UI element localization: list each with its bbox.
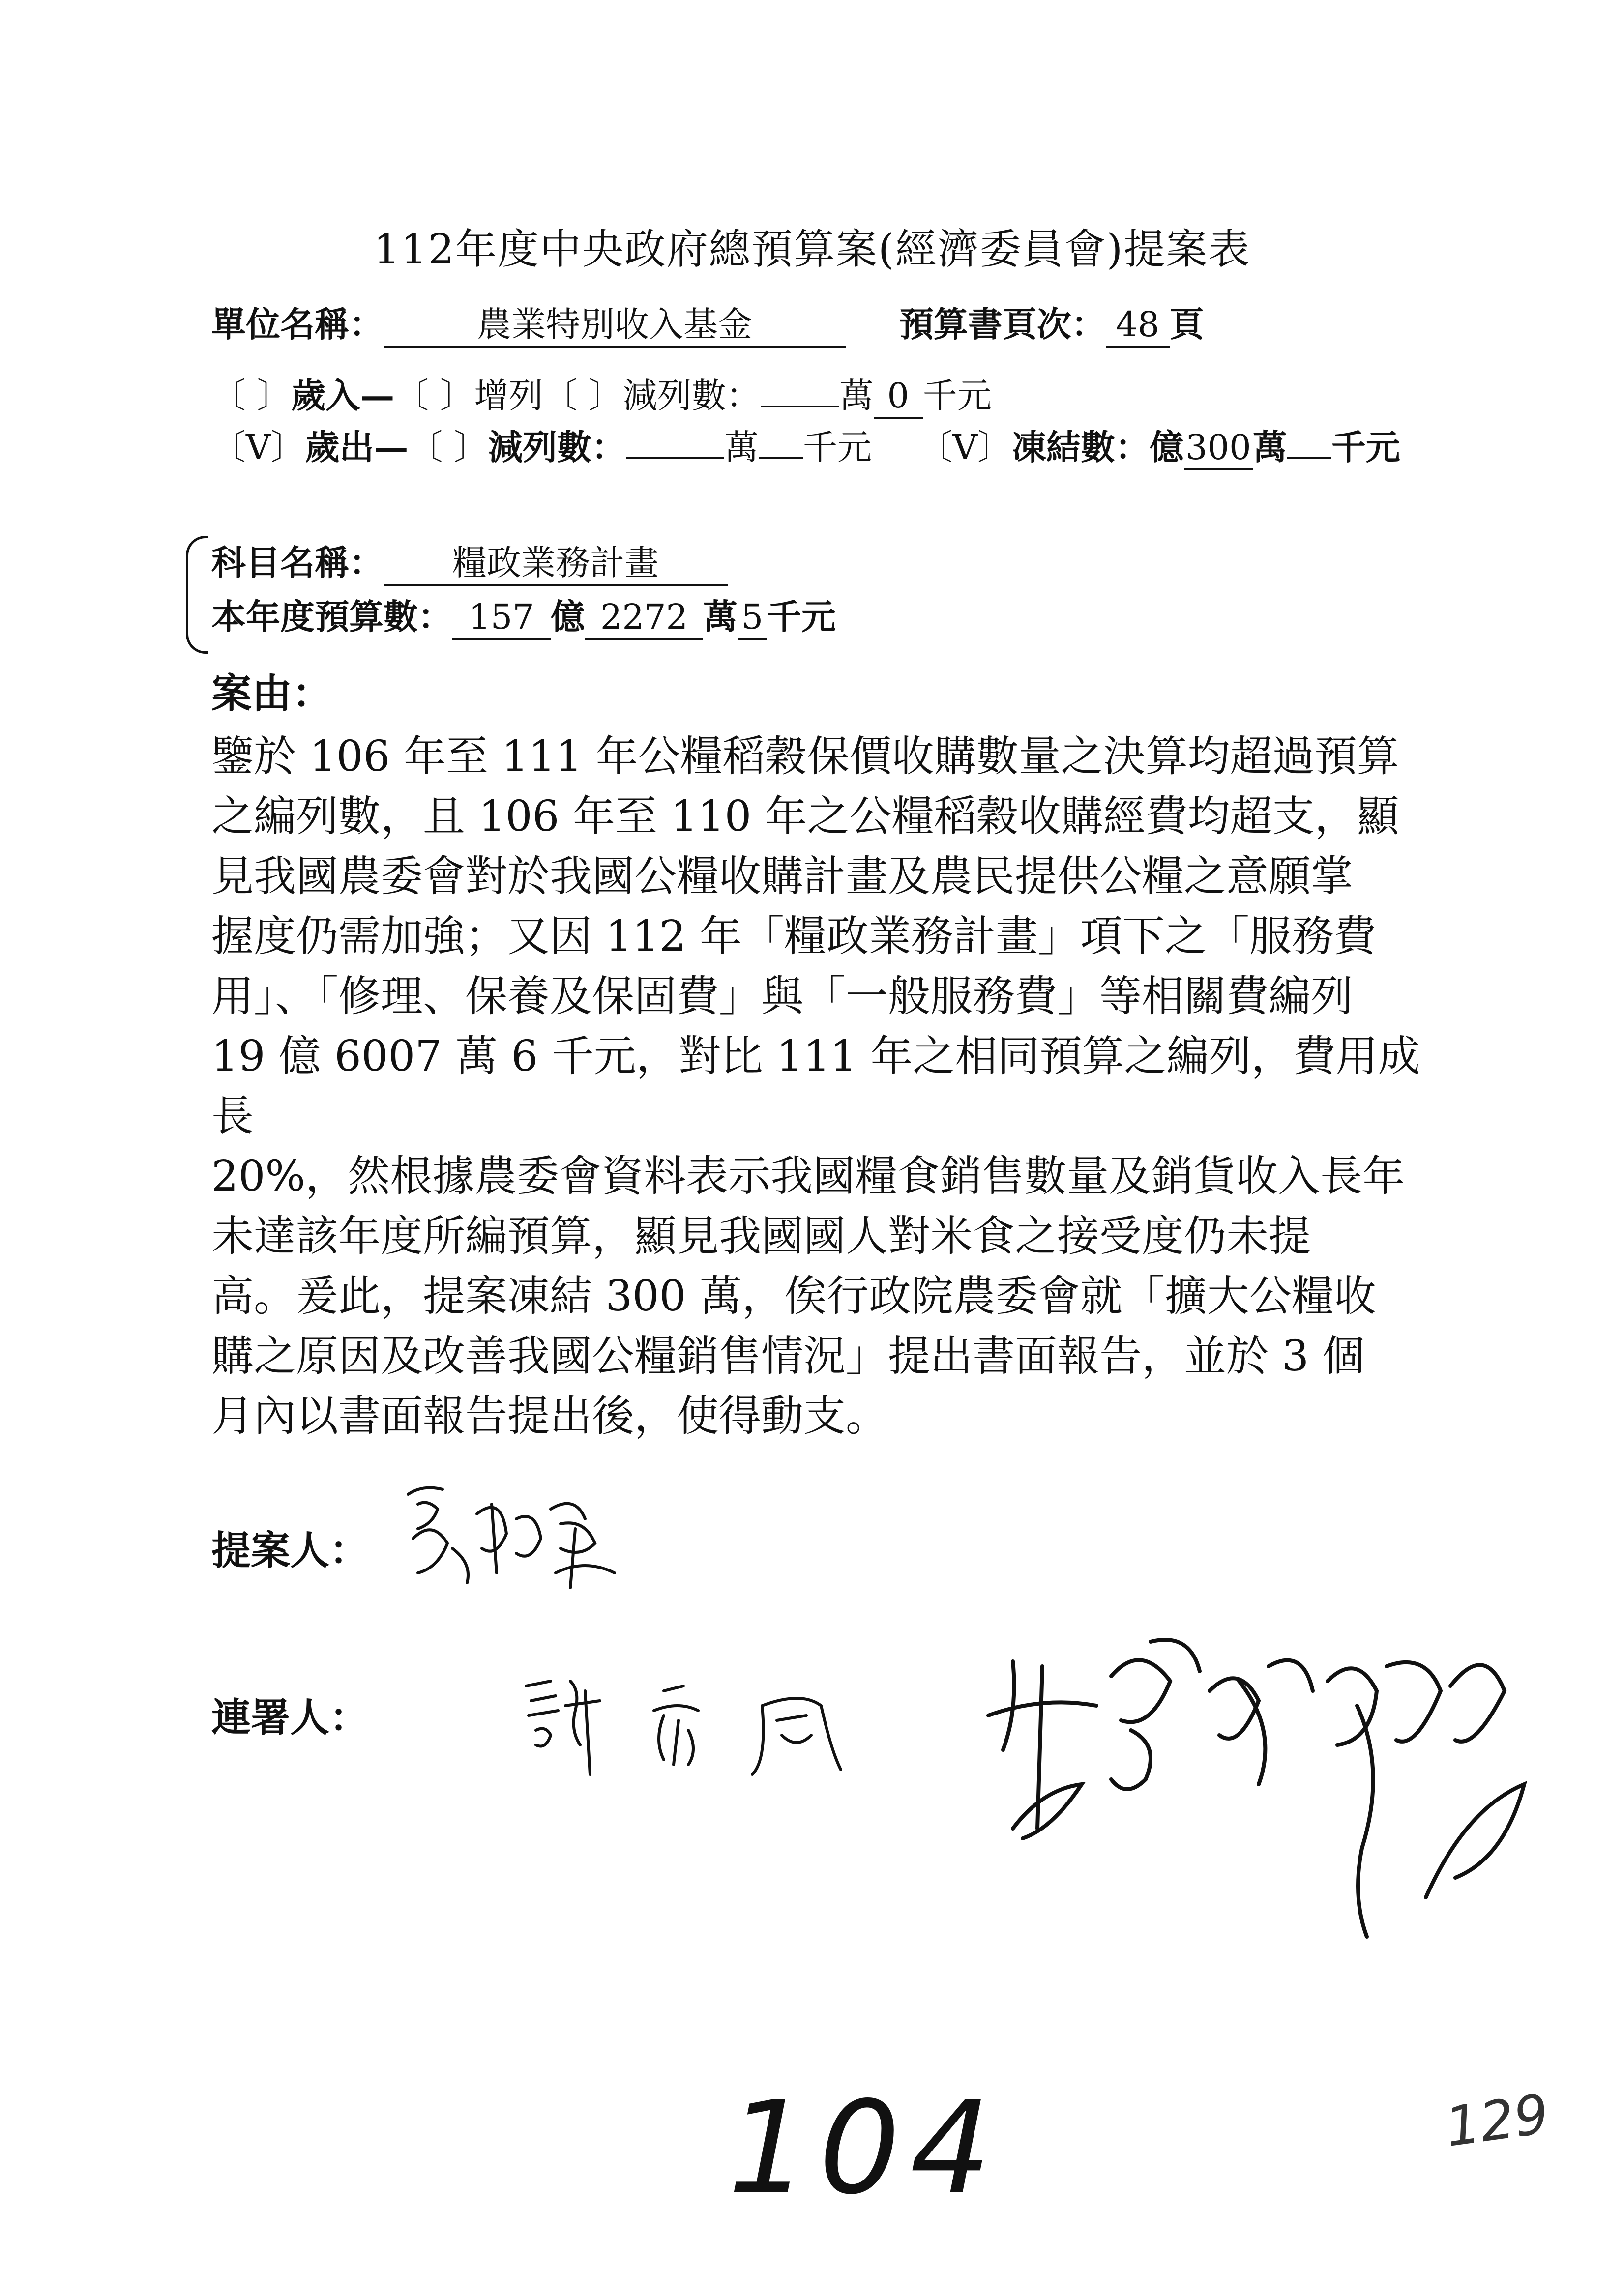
page-ref-value: 48 [1106, 303, 1170, 348]
budget-label: 本年度預算數： [211, 596, 452, 637]
proposer-signature-icon [388, 1475, 634, 1593]
reason-text: 鑒於 106 年至 111 年公糧稻穀保價收購數量之決算均超過預算 之編列數，且 106 年至 110 年之公糧稻穀收購經費均超支，顯 見我國農委會對於我國公糧收購計畫及農民提供公糧之意願掌 握度仍需加強；又因 112 年「糧政業務計畫」項下之「服務費 用」、「修理、保養及保固費」與「一般服務費」等相關費編列 19 億 6007 萬 6 千元，對比 111 年之相同預算之編列，費用成長 20%，然根據農委會資料表示我國糧食銷售數量及銷貨收入長年 未達該年度所編預算，顯見我國國人對米食之接受度仍未提 高。爰此，提案凍結 300 萬，俟行政院農委會就「擴大公糧收 購之原因及改善我國公糧銷售情況」提出書面報告，並於 3 個 月內以書面報告提出後，使得動支。 [211, 732, 1420, 1441]
freeze-wan-unit: 萬 [1252, 427, 1287, 467]
budget-yi-value: 157 [452, 596, 551, 640]
budget-yi-unit: 億 [551, 596, 585, 637]
expense-qian-value [759, 457, 803, 459]
budget-wan-value: 2272 [585, 596, 703, 640]
expense-decrease-checkbox: 〔 〕 [408, 427, 488, 467]
subject-label: 科目名稱： [211, 542, 384, 583]
cosigner-signature-1-icon [516, 1661, 870, 1789]
subject-value: 糧政業務計畫 [384, 542, 728, 586]
freeze-yi-unit: 億 [1149, 427, 1184, 467]
unit-label: 單位名稱： [211, 304, 384, 345]
page-ref-suffix: 頁 [1169, 304, 1204, 345]
cosigner-signature-1 [516, 1661, 870, 1789]
revenue-checkbox: 〔 〕 [211, 376, 292, 416]
freeze-qian-unit: 千元 [1331, 427, 1400, 467]
revenue-qian-unit: 千元 [922, 376, 992, 416]
subject-bracket [186, 536, 208, 654]
revenue-label: 歲入— [291, 375, 395, 416]
budget-wan-unit: 萬 [703, 596, 738, 637]
revenue-wan-value [761, 406, 839, 407]
expense-checkbox: 〔V〕 [211, 427, 305, 467]
proposer-label: 提案人： [211, 1527, 369, 1573]
increase-checkbox: 〔 〕 [394, 376, 474, 416]
increase-label: 增列 [474, 376, 543, 416]
reason-section [211, 664, 1431, 1446]
subject-row [211, 538, 728, 587]
expense-wan-value [626, 457, 724, 459]
revenue-row [211, 371, 992, 420]
freeze-wan-value: 300 [1184, 426, 1253, 470]
proposer-signature [388, 1475, 634, 1593]
page-ref-label: 預算書頁次： [899, 304, 1106, 345]
revenue-qian-value: 0 [874, 375, 923, 419]
freeze-qian-value [1287, 457, 1331, 459]
reason-label: 案由： [211, 670, 333, 717]
cosigner-signature-2-icon [983, 1622, 1534, 1956]
expense-qian-unit: 千元 [802, 427, 872, 467]
cosigner-signature-2 [983, 1622, 1534, 1956]
revenue-decrease-checkbox: 〔 〕 [543, 376, 623, 416]
budget-row [211, 592, 836, 641]
unit-value: 農業特別收入基金 [384, 303, 846, 348]
unit-row [211, 300, 1204, 349]
budget-qian-value: 5 [738, 596, 767, 640]
budget-qian-unit: 千元 [767, 596, 836, 637]
page-number-small: 129 [1442, 2082, 1553, 2159]
revenue-wan-unit: 萬 [839, 376, 874, 416]
expense-label: 歲出— [305, 427, 409, 467]
freeze-label: 凍結數： [1011, 427, 1150, 467]
page-number: 104 [728, 2074, 1002, 2223]
expense-row [211, 423, 1400, 472]
expense-wan-unit: 萬 [724, 427, 759, 467]
freeze-checkbox: 〔V〕 [918, 427, 1012, 467]
cosigners-label: 連署人： [211, 1694, 369, 1741]
page-title: 112年度中央政府總預算案(經濟委員會)提案表 [373, 225, 1251, 273]
revenue-decrease-label: 減列數： [622, 376, 761, 416]
expense-decrease-label: 減列數： [488, 427, 626, 467]
